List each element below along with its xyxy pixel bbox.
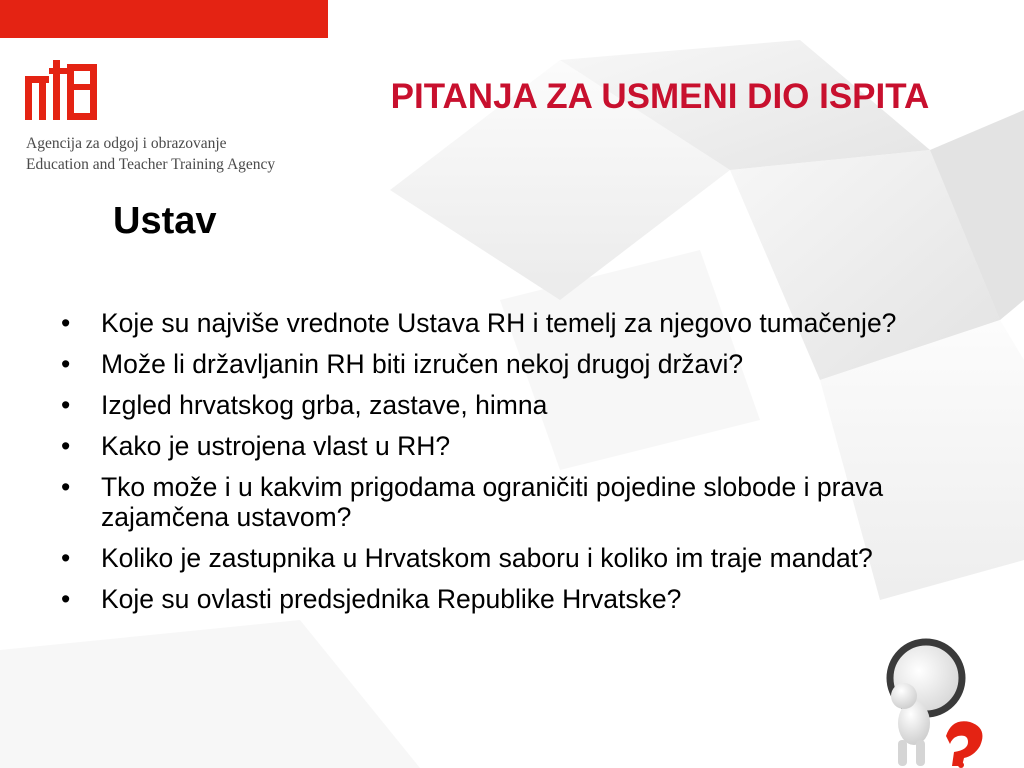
top-red-bar	[0, 0, 328, 38]
question-item: • Tko može i u kakvim prigodama ograničiti pojedine slobode i prava zajamčena ustavom?	[55, 472, 985, 532]
question-item: • Koje su najviše vrednote Ustava RH i temelj za njegovo tumačenje?	[55, 308, 985, 338]
question-list	[55, 308, 985, 625]
question-item: • Izgled hrvatskog grba, zastave, himna	[55, 390, 985, 420]
agency-name-en: Education and Teacher Training Agency	[26, 156, 276, 173]
slide-title: PITANJA ZA USMENI DIO ISPITA	[390, 77, 930, 116]
question-item: • Koliko je zastupnika u Hrvatskom saboru i koliko im traje mandat?	[55, 543, 985, 573]
question-item: • Može li državljanin RH biti izručen nekoj drugoj državi?	[55, 349, 985, 379]
agency-name-hr: Agencija za odgoj i obrazovanje	[26, 135, 227, 152]
magnifier-question-figure-icon	[874, 628, 994, 768]
slide-subtitle: Ustav	[113, 200, 217, 242]
aoo-logo-icon	[25, 60, 101, 120]
question-item: • Kako je ustrojena vlast u RH?	[55, 431, 985, 461]
agency-name	[26, 133, 275, 175]
question-item: • Koje su ovlasti predsjednika Republike Hrvatske?	[55, 584, 985, 614]
